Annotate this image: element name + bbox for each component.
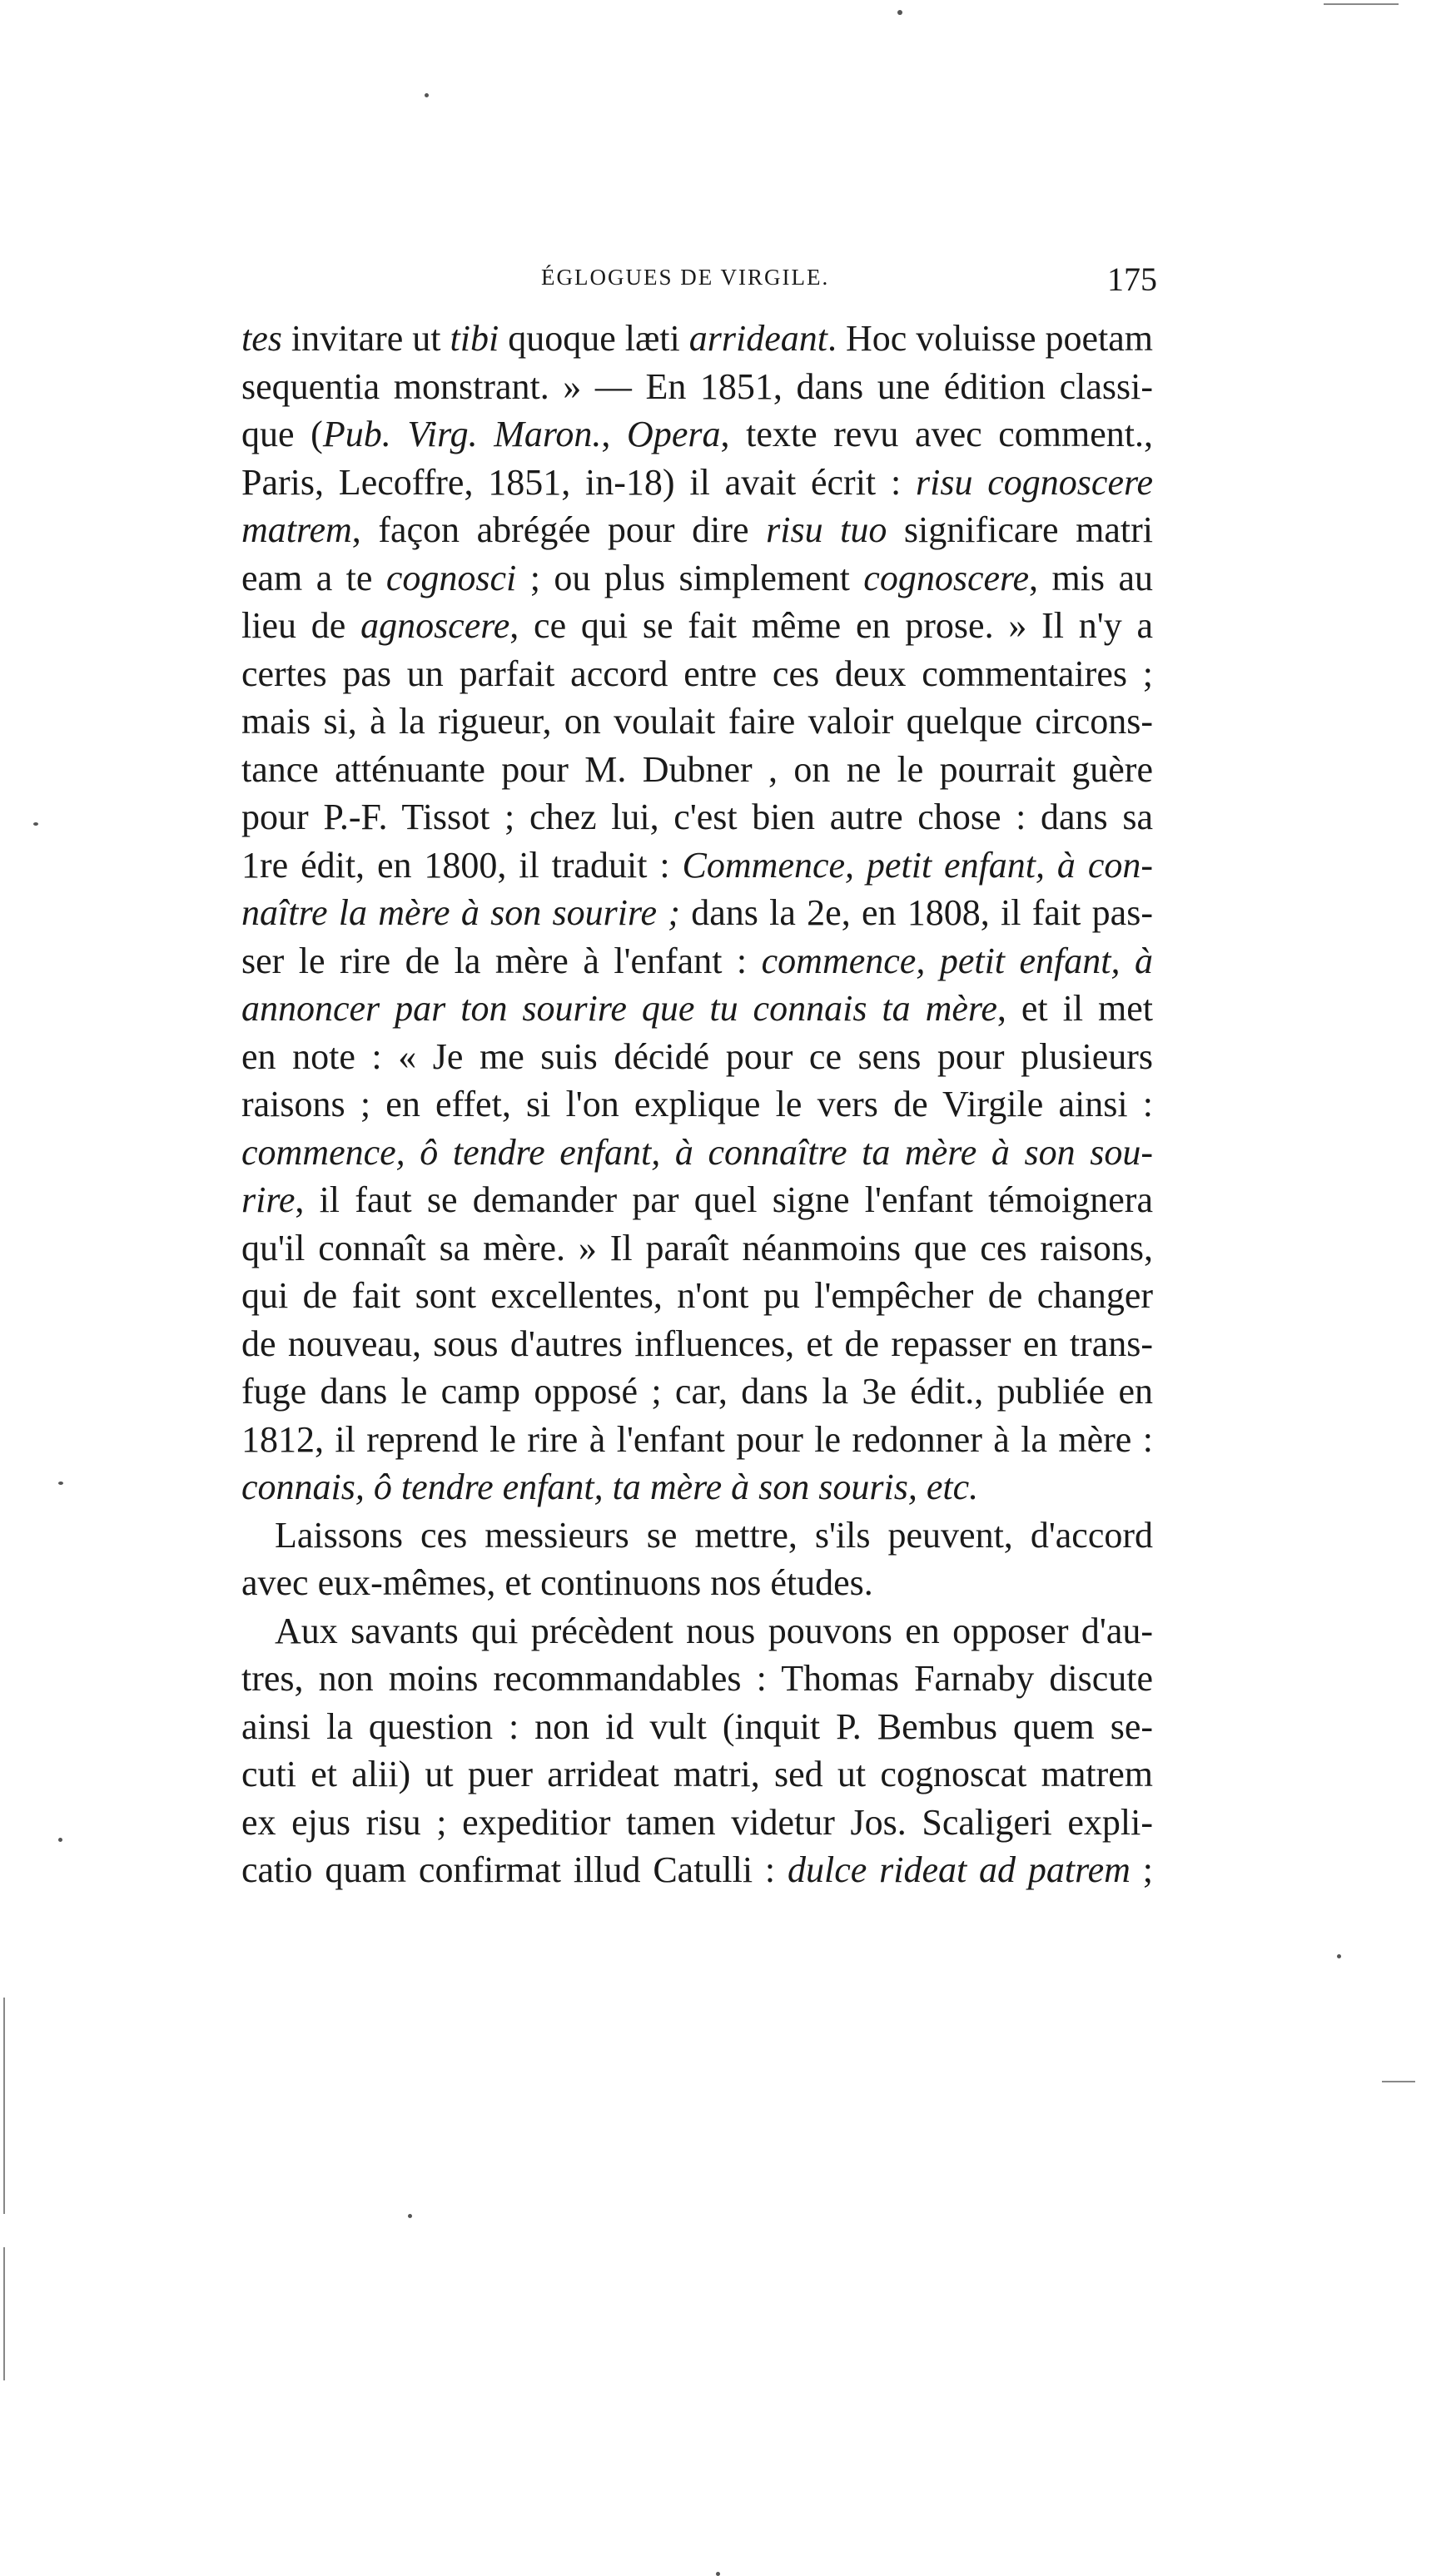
text-line [241,937,1153,985]
text-line [241,363,1153,411]
text-segment: sequentia monstrant. » — En 1851, dans une édition classi- [241,365,1153,407]
text-segment: ; [1130,1849,1153,1890]
text-line [241,1080,1153,1129]
text-line [241,1655,1153,1703]
italic-segment: connais, ô tendre enfant, ta mère à son souris, etc. [241,1467,979,1507]
text-line [241,985,1153,1033]
scan-speck [897,10,902,15]
italic-segment: cognoscere [863,557,1030,598]
text-line [241,1846,1153,1894]
text-segment: , il faut se demander par quel signe l'enfant témoignera [295,1179,1153,1220]
text-segment: avec eux-mêmes, et continuons nos études. [241,1562,873,1603]
text-line [241,697,1153,746]
text-segment: tance atténuante pour M. Dubner , on ne le pourrait guère [241,748,1153,790]
scan-speck [58,1838,62,1842]
scan-speck [58,1482,63,1485]
text-line [241,1463,1153,1511]
text-segment: pour P.-F. Tissot ; chez lui, c'est bien autre chose : dans sa [241,797,1153,837]
text-segment: , ce qui se fait même en prose. » Il n'y a [509,605,1153,646]
italic-segment: annoncer par ton sourire que tu connais ta mère [241,988,997,1029]
text-line [241,841,1153,890]
italic-segment: arrideant [688,318,827,359]
text-line [241,410,1153,459]
italic-segment: commence, petit enfant, à [761,940,1153,981]
text-segment: quoque læti [499,318,689,359]
italic-segment: Pub. Virg. Maron. [322,414,602,454]
text-line [241,1367,1153,1416]
text-segment: ; ou plus simplement [516,557,864,598]
italic-segment: naître la mère à son sourire ; [241,892,680,933]
text-line [241,1129,1153,1177]
text-segment: dans la 2e, en 1808, il fait pas- [679,892,1153,933]
text-line [241,1607,1153,1655]
text-line [241,506,1153,554]
text-line [241,1799,1153,1847]
text-segment: . Hoc voluisse poetam [827,318,1154,359]
text-segment: qui de fait sont excellentes, n'ont pu l'empêcher de changer [241,1275,1153,1316]
text-segment: , et il met [996,988,1153,1029]
text-segment: mais si, à la rigueur, on voulait faire valoir quelque circons- [241,701,1153,742]
text-line [241,1416,1153,1464]
text-segment: de nouveau, sous d'autres influences, et de repasser en trans- [241,1323,1153,1364]
text-segment: lieu de [241,605,361,646]
italic-segment: commence, ô tendre enfant, à connaître ta mère à son sou- [241,1131,1153,1173]
text-line [241,1320,1153,1368]
text-segment: , mis au [1029,557,1153,598]
text-segment: eam a te [241,557,386,598]
text-segment: tres, non moins recommandables : Thomas Farnaby discute [241,1658,1153,1699]
text-line [241,554,1153,603]
edge-mark [3,1998,5,2214]
scan-speck [1337,1954,1341,1958]
text-line [241,889,1153,937]
text-segment: Laissons ces messieurs se mettre, s'ils peuvent, d'accord [275,1514,1153,1556]
text-segment: Aux savants qui précèdent nous pouvons en opposer d'au- [275,1610,1153,1651]
text-segment: significare matri [887,509,1153,550]
edge-mark [1324,3,1399,5]
text-line [241,793,1153,841]
text-line [241,746,1153,794]
text-line [241,1559,1153,1607]
text-line [241,1272,1153,1320]
page-number: 175 [1107,261,1157,298]
text-segment: ex ejus risu ; expeditior tamen videtur Jos. Scaligeri expli- [241,1801,1153,1843]
text-segment: catio quam confirmat illud Catulli : [241,1849,788,1890]
text-line [241,1033,1153,1081]
italic-segment: Opera [627,414,721,454]
text-segment: 1re édit, en 1800, il traduit : [241,844,683,886]
text-segment: , [601,414,628,454]
scan-speck [408,2214,412,2218]
italic-segment: cognosci [385,557,517,598]
text-segment: ser le rire de la mère à l'enfant : [241,940,762,981]
text-line [241,1750,1153,1799]
italic-segment: tes [241,318,282,359]
text-segment: que ( [241,414,323,454]
body-text [241,315,1153,1894]
italic-segment: rire [241,1179,296,1220]
text-segment: ainsi la question : non id vult (inquit P. Bembus quem se- [241,1705,1153,1747]
text-segment: , façon abrégée pour dire [351,509,767,550]
text-line [241,1703,1153,1751]
italic-segment: tibi [450,318,499,359]
text-segment: certes pas un parfait accord entre ces deux commentaires ; [241,653,1153,694]
text-segment: invitare ut [281,318,450,359]
italic-segment: risu tuo [766,509,887,550]
text-line [241,602,1153,650]
text-segment: , texte revu avec comment., [720,414,1153,454]
text-line [241,1224,1153,1273]
text-line [241,459,1153,507]
scan-speck [716,2572,720,2576]
text-segment: raisons ; en effet, si l'on explique le vers de Virgile ainsi : [241,1084,1153,1124]
text-line [241,1176,1153,1224]
text-segment: 1812, il reprend le rire à l'enfant pour le redonner à la mère : [241,1418,1153,1460]
text-segment: fuge dans le camp opposé ; car, dans la 3e édit., publiée en [241,1371,1153,1412]
text-line [241,1511,1153,1560]
text-line [241,315,1153,363]
running-title: ÉGLOGUES DE VIRGILE. [541,265,830,290]
italic-segment: dulce rideat ad patrem [788,1849,1131,1890]
edge-mark [3,2247,5,2380]
text-line [241,650,1153,698]
running-head [241,261,1199,306]
text-segment: qu'il connaît sa mère. » Il paraît néanmoins que ces raisons, [241,1227,1153,1268]
edge-mark [1382,2081,1415,2082]
scan-speck [425,93,429,97]
italic-segment: agnoscere [360,605,510,646]
scan-speck [33,822,38,826]
text-segment: cuti et alii) ut puer arrideat matri, sed ut cognoscat matrem [241,1754,1153,1794]
text-segment: en note : « Je me suis décidé pour ce sens pour plusieurs [241,1035,1153,1077]
italic-segment: Commence, petit enfant, à con- [682,844,1154,886]
italic-segment: matrem [241,509,352,550]
text-segment: Paris, Lecoffre, 1851, in-18) il avait écrit : [241,461,916,503]
italic-segment: risu cognoscere [915,461,1153,503]
